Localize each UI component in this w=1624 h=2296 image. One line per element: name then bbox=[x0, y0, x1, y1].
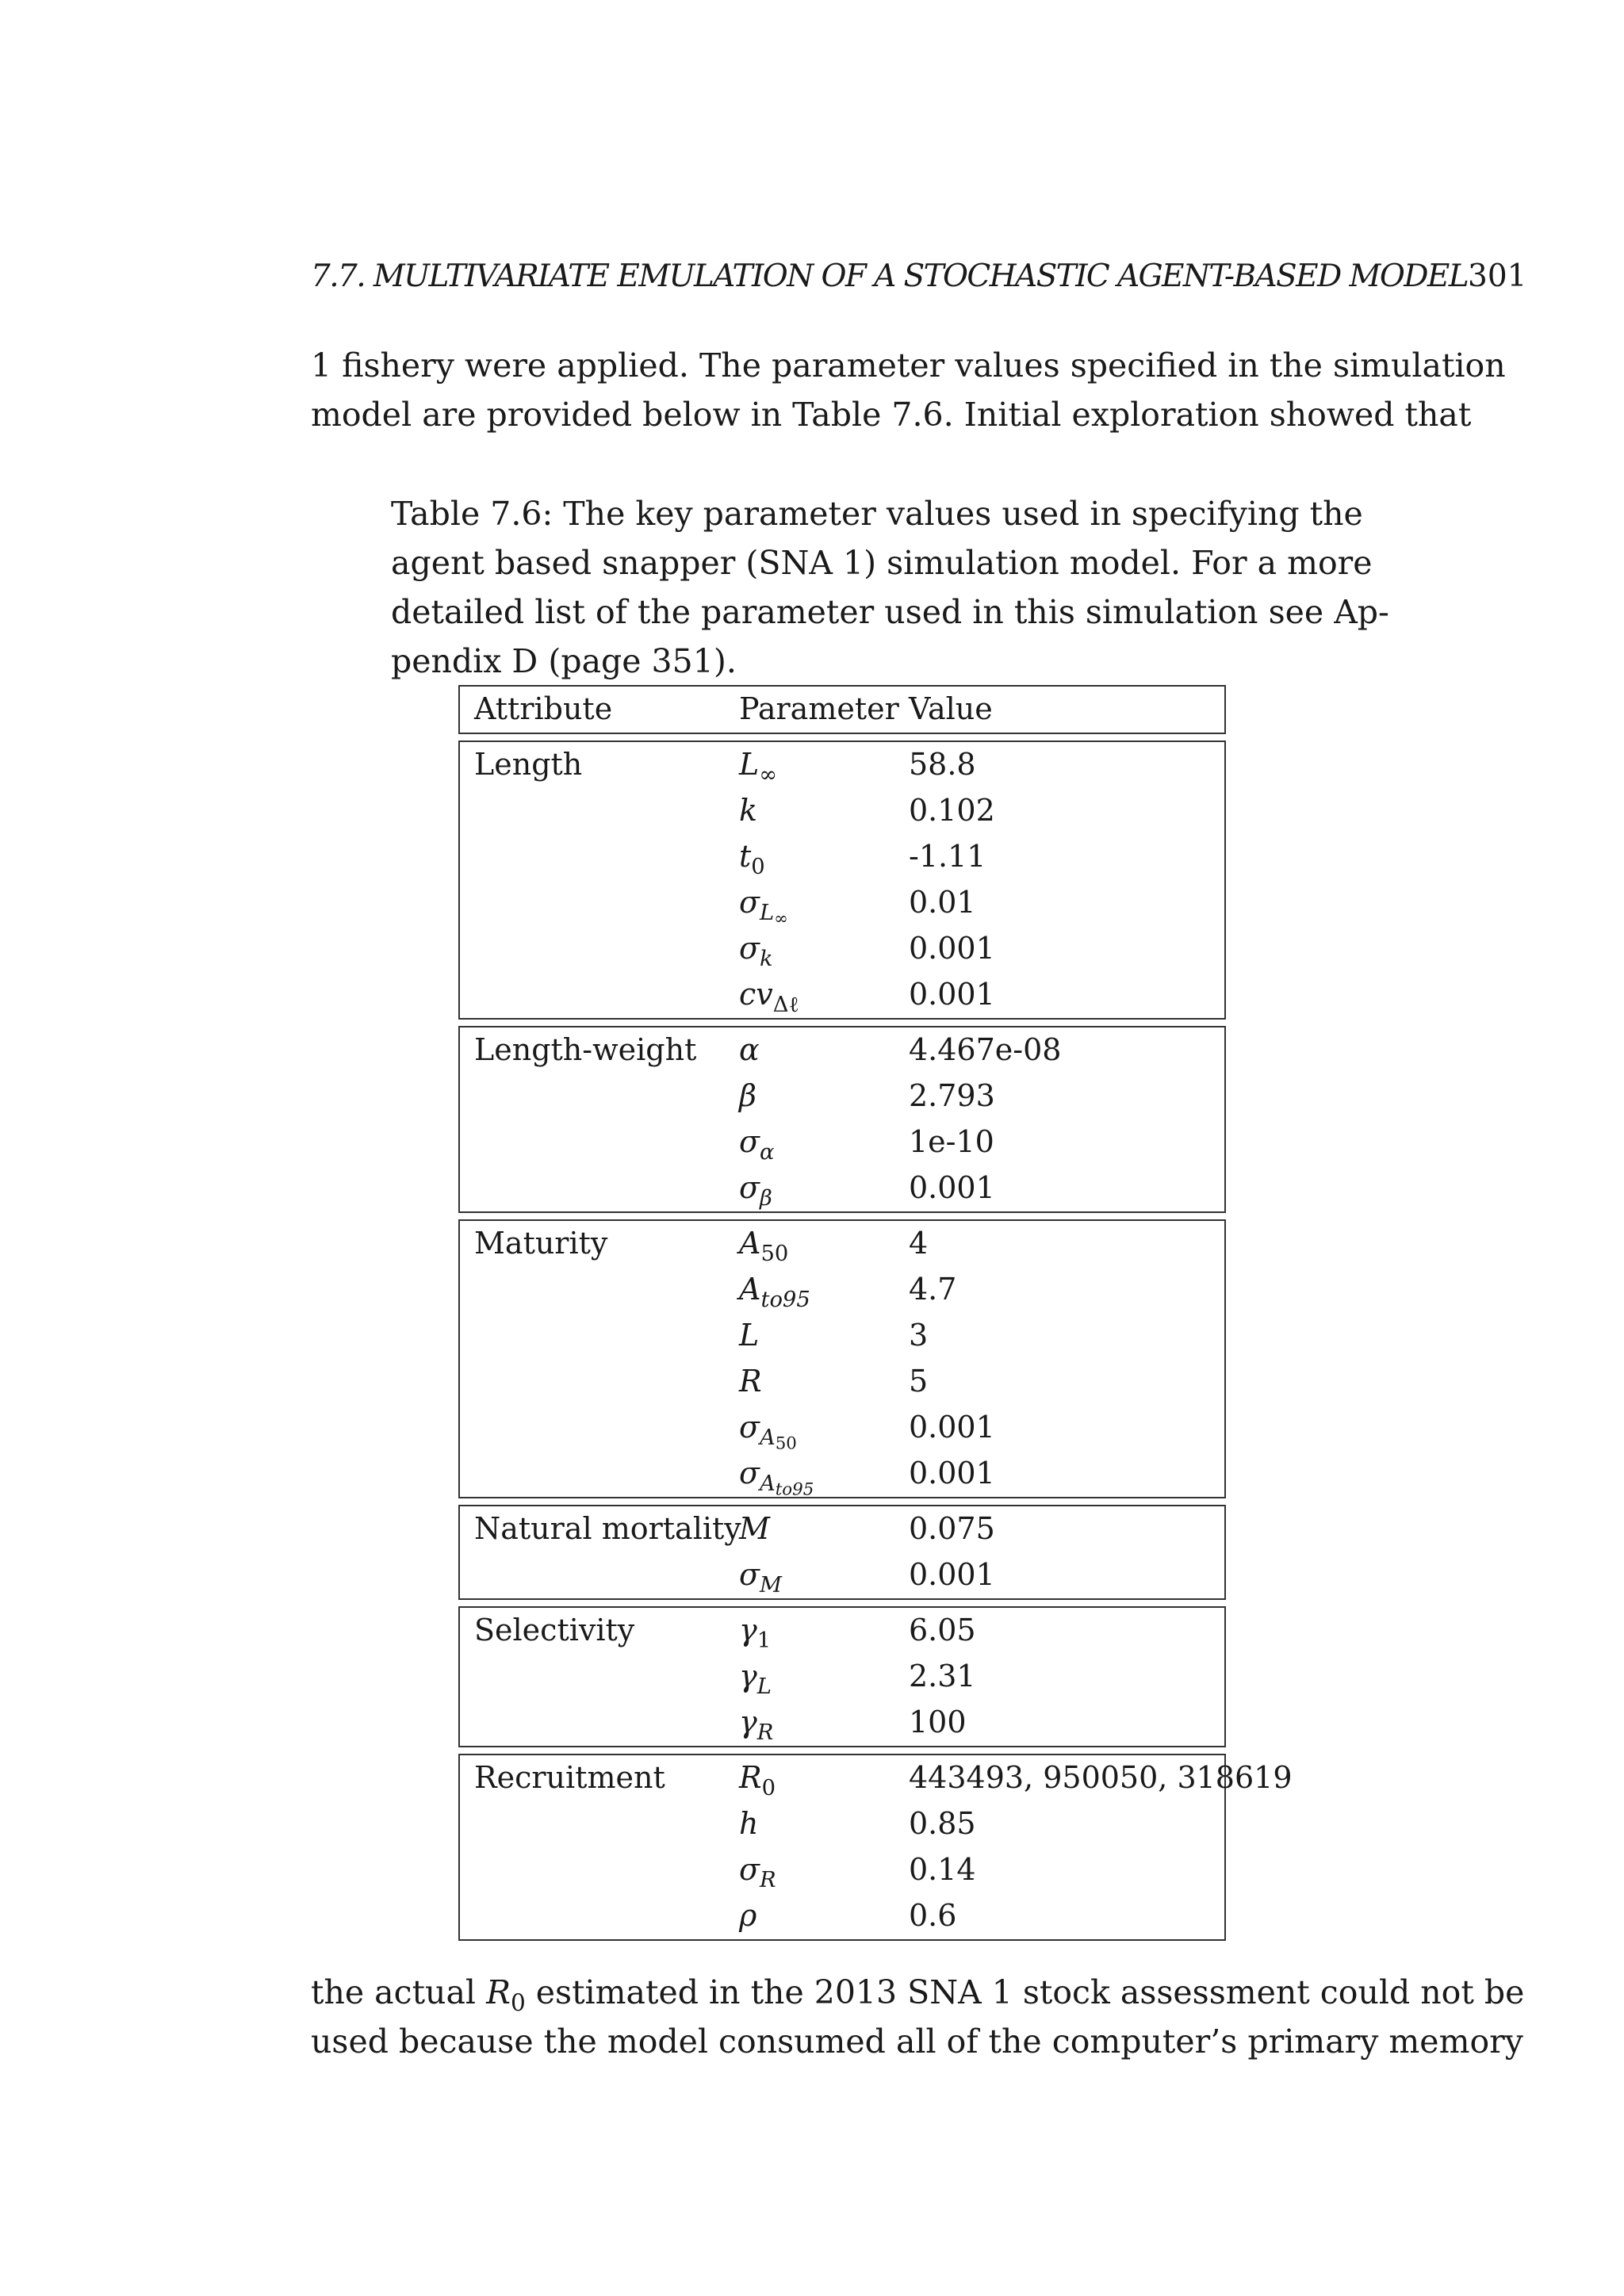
param-subscript: α bbox=[759, 1139, 775, 1165]
cell-parameter bbox=[739, 1557, 782, 1598]
cell-parameter bbox=[739, 1806, 758, 1841]
param-symbol: σ bbox=[739, 1456, 760, 1490]
cell-value: 443493, 950050, 318619 bbox=[909, 1760, 1293, 1795]
param-subscript-group bbox=[759, 1471, 814, 1500]
table-row bbox=[460, 1027, 1224, 1073]
paragraph-bottom bbox=[311, 1968, 1525, 2066]
cell-parameter bbox=[739, 1078, 756, 1113]
cell-value: 0.001 bbox=[909, 1456, 995, 1490]
table-group-box bbox=[458, 1505, 1226, 1600]
param-sub-subscript: ∞ bbox=[774, 909, 788, 929]
table-row bbox=[460, 834, 1224, 880]
cell-value: 0.075 bbox=[909, 1511, 995, 1546]
table-row bbox=[460, 1654, 1224, 1700]
cell-parameter bbox=[739, 793, 757, 828]
param-symbol: β bbox=[739, 1078, 756, 1113]
param-subscript: R bbox=[756, 1720, 774, 1745]
cell-attribute: Length-weight bbox=[474, 1032, 697, 1067]
param-subscript: 50 bbox=[760, 1241, 789, 1266]
cell-parameter bbox=[739, 1032, 760, 1067]
param-subscript: Δℓ bbox=[772, 992, 799, 1017]
cell-parameter bbox=[739, 1272, 810, 1312]
parameter-table bbox=[458, 685, 1293, 1947]
page-number: 301 bbox=[1468, 258, 1527, 294]
caption-line: detailed list of the parameter used in this simulation see Ap- bbox=[391, 593, 1389, 631]
caption-line: agent based snapper (SNA 1) simulation model. For a more bbox=[391, 544, 1373, 582]
param-symbol: L bbox=[739, 747, 760, 782]
table-row bbox=[460, 1893, 1224, 1939]
cell-parameter bbox=[739, 1659, 772, 1699]
table-row bbox=[460, 1165, 1224, 1211]
table-row bbox=[460, 788, 1224, 834]
text-fragment: the actual bbox=[311, 1973, 477, 2011]
cell-value: 5 bbox=[909, 1364, 929, 1399]
cell-attribute: Recruitment bbox=[474, 1760, 665, 1795]
table-row bbox=[460, 1700, 1224, 1746]
cell-value: 3 bbox=[909, 1318, 929, 1353]
cell-value: 0.001 bbox=[909, 1410, 995, 1445]
cell-value: 0.001 bbox=[909, 931, 995, 966]
table-row bbox=[460, 1552, 1224, 1598]
table-body bbox=[458, 740, 1293, 1941]
cell-value: -1.11 bbox=[909, 839, 986, 874]
cell-value: 2.31 bbox=[909, 1659, 976, 1693]
cell-parameter bbox=[739, 1456, 814, 1500]
param-symbol: σ bbox=[739, 1124, 760, 1159]
cell-value: 4.467e-08 bbox=[909, 1032, 1062, 1067]
param-symbol: A bbox=[739, 1226, 761, 1261]
table-row bbox=[460, 1755, 1293, 1801]
param-subscript: R bbox=[759, 1867, 776, 1892]
table-row bbox=[460, 1405, 1224, 1454]
param-symbol: t bbox=[739, 839, 752, 874]
param-subscript: M bbox=[759, 1572, 782, 1598]
table-row bbox=[460, 1267, 1224, 1313]
table-row bbox=[460, 1801, 1224, 1847]
param-symbol: A bbox=[739, 1272, 761, 1307]
cell-attribute: Selectivity bbox=[474, 1613, 635, 1647]
param-subscript: ∞ bbox=[759, 762, 778, 787]
param-subscript: L bbox=[759, 900, 775, 925]
cell-value: 4 bbox=[909, 1226, 929, 1261]
cell-attribute: Maturity bbox=[474, 1226, 608, 1261]
param-symbol: σ bbox=[739, 1852, 760, 1887]
param-symbol: γ bbox=[739, 1613, 757, 1647]
header-title: MULTIVARIATE EMULATION OF A STOCHASTIC AGENT-BASED MODEL bbox=[373, 258, 1469, 294]
header-attribute: Attribute bbox=[474, 691, 613, 726]
table-row bbox=[460, 926, 1224, 972]
param-subscript: k bbox=[759, 946, 773, 971]
param-symbol: L bbox=[739, 1318, 760, 1353]
header-parameter: Parameter bbox=[739, 691, 899, 726]
cell-parameter bbox=[739, 839, 765, 879]
table-group-box bbox=[458, 1754, 1293, 1941]
header-value: Value bbox=[909, 691, 993, 726]
paragraph-line bbox=[311, 1968, 1525, 2017]
cell-parameter bbox=[739, 977, 799, 1017]
table-row bbox=[460, 1359, 1224, 1405]
param-symbol: γ bbox=[739, 1659, 757, 1693]
cell-value: 58.8 bbox=[909, 747, 976, 782]
param-symbol: k bbox=[739, 793, 758, 828]
paragraph-line: model are provided below in Table 7.6. Initial exploration showed that bbox=[311, 396, 1472, 434]
table-group-box bbox=[458, 740, 1226, 1020]
cell-parameter bbox=[739, 747, 778, 787]
cell-parameter bbox=[739, 1511, 770, 1546]
param-symbol: σ bbox=[739, 885, 760, 920]
running-header bbox=[311, 258, 1548, 294]
header-section-number: 7.7. bbox=[311, 258, 366, 294]
param-subscript: L bbox=[756, 1674, 772, 1699]
param-subscript: 0 bbox=[751, 854, 765, 879]
param-subscript: to95 bbox=[760, 1287, 810, 1312]
cell-parameter bbox=[739, 1760, 776, 1800]
cell-value: 0.001 bbox=[909, 977, 995, 1012]
symbol-subscript: 0 bbox=[510, 1989, 526, 2017]
symbol-base: R bbox=[486, 1973, 511, 2011]
cell-value: 2.793 bbox=[909, 1078, 995, 1113]
cell-value: 0.102 bbox=[909, 793, 995, 828]
param-subscript: A bbox=[759, 1471, 776, 1496]
paragraph-line: 1 fishery were applied. The parameter values specified in the simulation bbox=[311, 346, 1506, 385]
table-group-box bbox=[458, 1219, 1226, 1498]
table-row bbox=[460, 742, 1224, 788]
cell-parameter bbox=[739, 1705, 774, 1745]
cell-parameter bbox=[739, 931, 773, 971]
paragraph-line: used because the model consumed all of the computer’s primary memory bbox=[311, 2022, 1523, 2061]
cell-parameter bbox=[739, 1318, 759, 1353]
table-row bbox=[460, 1073, 1224, 1119]
text-fragment: estimated in the 2013 SNA 1 stock assessment could not be bbox=[535, 1973, 1525, 2011]
param-symbol: h bbox=[739, 1806, 759, 1841]
cell-parameter bbox=[739, 885, 788, 929]
cell-value: 0.001 bbox=[909, 1557, 995, 1592]
cell-parameter bbox=[739, 1410, 797, 1454]
cell-value: 0.01 bbox=[909, 885, 976, 920]
table-row bbox=[460, 972, 1224, 1018]
param-symbol: σ bbox=[739, 931, 760, 966]
param-symbol: R bbox=[739, 1760, 762, 1795]
param-symbol: M bbox=[739, 1511, 770, 1546]
param-sub-subscript: 50 bbox=[775, 1433, 797, 1454]
table-row bbox=[460, 880, 1224, 929]
param-subscript-group bbox=[759, 900, 788, 929]
paragraph-top bbox=[311, 341, 1506, 439]
cell-value: 0.14 bbox=[909, 1852, 976, 1887]
cell-attribute: Natural mortality bbox=[474, 1511, 741, 1546]
param-symbol: cv bbox=[739, 977, 773, 1012]
cell-parameter bbox=[739, 1898, 756, 1933]
caption-line: Table 7.6: The key parameter values used in specifying the bbox=[391, 495, 1363, 533]
table-row bbox=[460, 1313, 1224, 1359]
cell-parameter bbox=[739, 1226, 789, 1266]
param-symbol: ρ bbox=[739, 1898, 757, 1933]
cell-value: 1e-10 bbox=[909, 1124, 994, 1159]
cell-parameter bbox=[739, 1124, 775, 1165]
table-row bbox=[460, 1451, 1224, 1500]
caption-line: pendix D (page 351). bbox=[391, 642, 737, 680]
table-row bbox=[460, 1221, 1224, 1267]
param-sub-subscript: to95 bbox=[775, 1479, 814, 1500]
table-row bbox=[460, 1119, 1224, 1165]
table-group-box bbox=[458, 1026, 1226, 1213]
table-row bbox=[460, 1847, 1224, 1893]
param-symbol: σ bbox=[739, 1410, 760, 1445]
cell-value: 100 bbox=[909, 1705, 967, 1739]
table-row bbox=[460, 1506, 1224, 1552]
table-group-box bbox=[458, 1606, 1226, 1747]
table-header-row bbox=[460, 687, 1224, 733]
param-subscript: 0 bbox=[761, 1775, 776, 1800]
cell-parameter bbox=[739, 1852, 776, 1892]
table-caption bbox=[391, 489, 1389, 686]
param-subscript: A bbox=[759, 1425, 776, 1450]
cell-attribute: Length bbox=[474, 747, 583, 782]
cell-value: 4.7 bbox=[909, 1272, 957, 1307]
cell-parameter bbox=[739, 1170, 772, 1211]
cell-parameter bbox=[739, 1613, 772, 1653]
cell-value: 6.05 bbox=[909, 1613, 976, 1647]
table-header-box bbox=[458, 685, 1226, 734]
param-subscript: 1 bbox=[756, 1628, 772, 1653]
table-row bbox=[460, 1608, 1224, 1654]
param-symbol: σ bbox=[739, 1557, 760, 1592]
math-symbol bbox=[486, 1973, 526, 2017]
cell-value: 0.001 bbox=[909, 1170, 995, 1205]
param-subscript: β bbox=[759, 1185, 772, 1211]
param-subscript-group bbox=[759, 1425, 797, 1454]
cell-value: 0.85 bbox=[909, 1806, 976, 1841]
cell-value: 0.6 bbox=[909, 1898, 957, 1933]
param-symbol: γ bbox=[739, 1705, 757, 1739]
param-symbol: R bbox=[739, 1364, 762, 1399]
param-symbol: σ bbox=[739, 1170, 760, 1205]
param-symbol: α bbox=[739, 1032, 760, 1067]
cell-parameter bbox=[739, 1364, 762, 1399]
